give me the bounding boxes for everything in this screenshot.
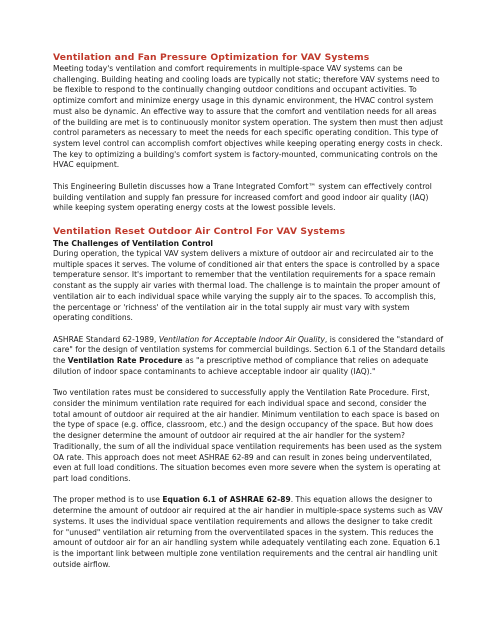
text-run: ASHRAE Standard 62-1989, xyxy=(53,334,159,344)
text-run: . This equation allows the designer to determine the amount of outdoor air required at the air handier in multiple-space systems such as VAV systems. It uses the individual space ventilation requirements and allows the designer to take credit for "unused" ventilation air returning from the overventilated spaces in the system. This reduces the amount of outdoor air for an air handling system while adequately ventilating each zone. Equation 6.1 is the important link between multiple zone ventilation requirements and the central air handling unit outside airflow. xyxy=(53,495,443,569)
body-paragraph: Meeting today's ventilation and comfort requirements in multiple-space VAV systems can be challenging. Building heating and cooling loads are typically not static; therefore VAV systems need to be flexible to respond to the continually changing outdoor conditions and occupant activities. To optimize comfort and minimize energy usage in this dynamic environment, the HVAC control system must also be dynamic. An effective way to assure that the comfort and ventilation needs for all areas of the building are met is to continuously monitor system operation. The system then must then adjust control parameters as necessary to meet the needs for each specific operating condition. This type of system level control can accomplish comfort objectives while keeping operating energy costs in check. The key to optimizing a building's comfort system is factory-mounted, communicating controls on the HVAC equipment. xyxy=(53,64,444,170)
sub-heading: The Challenges of Ventilation Control xyxy=(53,239,214,249)
body-paragraph xyxy=(53,335,445,378)
emphasis-term: Equation 6.1 of ASHRAE 62-89 xyxy=(162,495,291,505)
document-page xyxy=(53,52,445,571)
text-run: The proper method is to use xyxy=(53,495,163,505)
body-paragraph: This Engineering Bulletin discusses how a Trane Integrated Comfort™ system can effectively control building ventilation and supply fan pressure for increased comfort and good indoor air quality (IAQ) while keeping system operating energy costs at the lowest possible levels. xyxy=(53,181,432,213)
text-run: as "a prescriptive method of compliance that relies on adequate dilution of indoor space contaminants to achieve acceptable indoor air quality (IAQ)." xyxy=(53,356,429,376)
standard-title: Ventilation for Acceptable Indoor Air Quality xyxy=(158,334,325,344)
body-paragraph: During operation, the typical VAV system delivers a mixture of outdoor air and recirculated air to the multiple spaces it serves. The volume of conditioned air that enters the space is controlled by a space temperature sensor. It's important to remember that the ventilation requirements for a space remain constant as the supply air varies with thermal load. The challenge is to maintain the proper amount of ventilation air to each individual space while varying the supply air to the spaces. To accomplish this, the percentage or 'richness' of the ventilation air in the total supply air must vary with system operating conditions. xyxy=(53,249,440,323)
section-heading: Ventilation Reset Outdoor Air Control For VAV Systems xyxy=(53,226,346,238)
text-run: , is considered the "standard of care" for the design of ventilation systems for commercial buildings. Section 6.1 of the Standard details the xyxy=(53,334,446,366)
body-paragraph: Two ventilation rates must be considered to successfully apply the Ventilation Rate Procedure. First, consider the minimum ventilation rate required for each individual space and second, consider the total amount of outdoor air required at the air handier. Minimum ventilation to each space is based on the type of space (e.g. office, classroom, etc.) and the design occupancy of the space. But how does the designer determine the amount of outdoor air required at the air handler for the system? Traditionally, the sum of all the individual space ventilation requirements has been used as the system OA rate. This approach does not meet ASHRAE 62-89 and can result in zones being underventilated, even at full load conditions. The situation becomes even more severe when the system is operating at part load conditions. xyxy=(53,388,442,484)
body-paragraph xyxy=(53,495,445,570)
emphasis-term: Ventilation Rate Procedure xyxy=(67,356,183,366)
section-heading: Ventilation and Fan Pressure Optimization for VAV Systems xyxy=(53,52,370,63)
